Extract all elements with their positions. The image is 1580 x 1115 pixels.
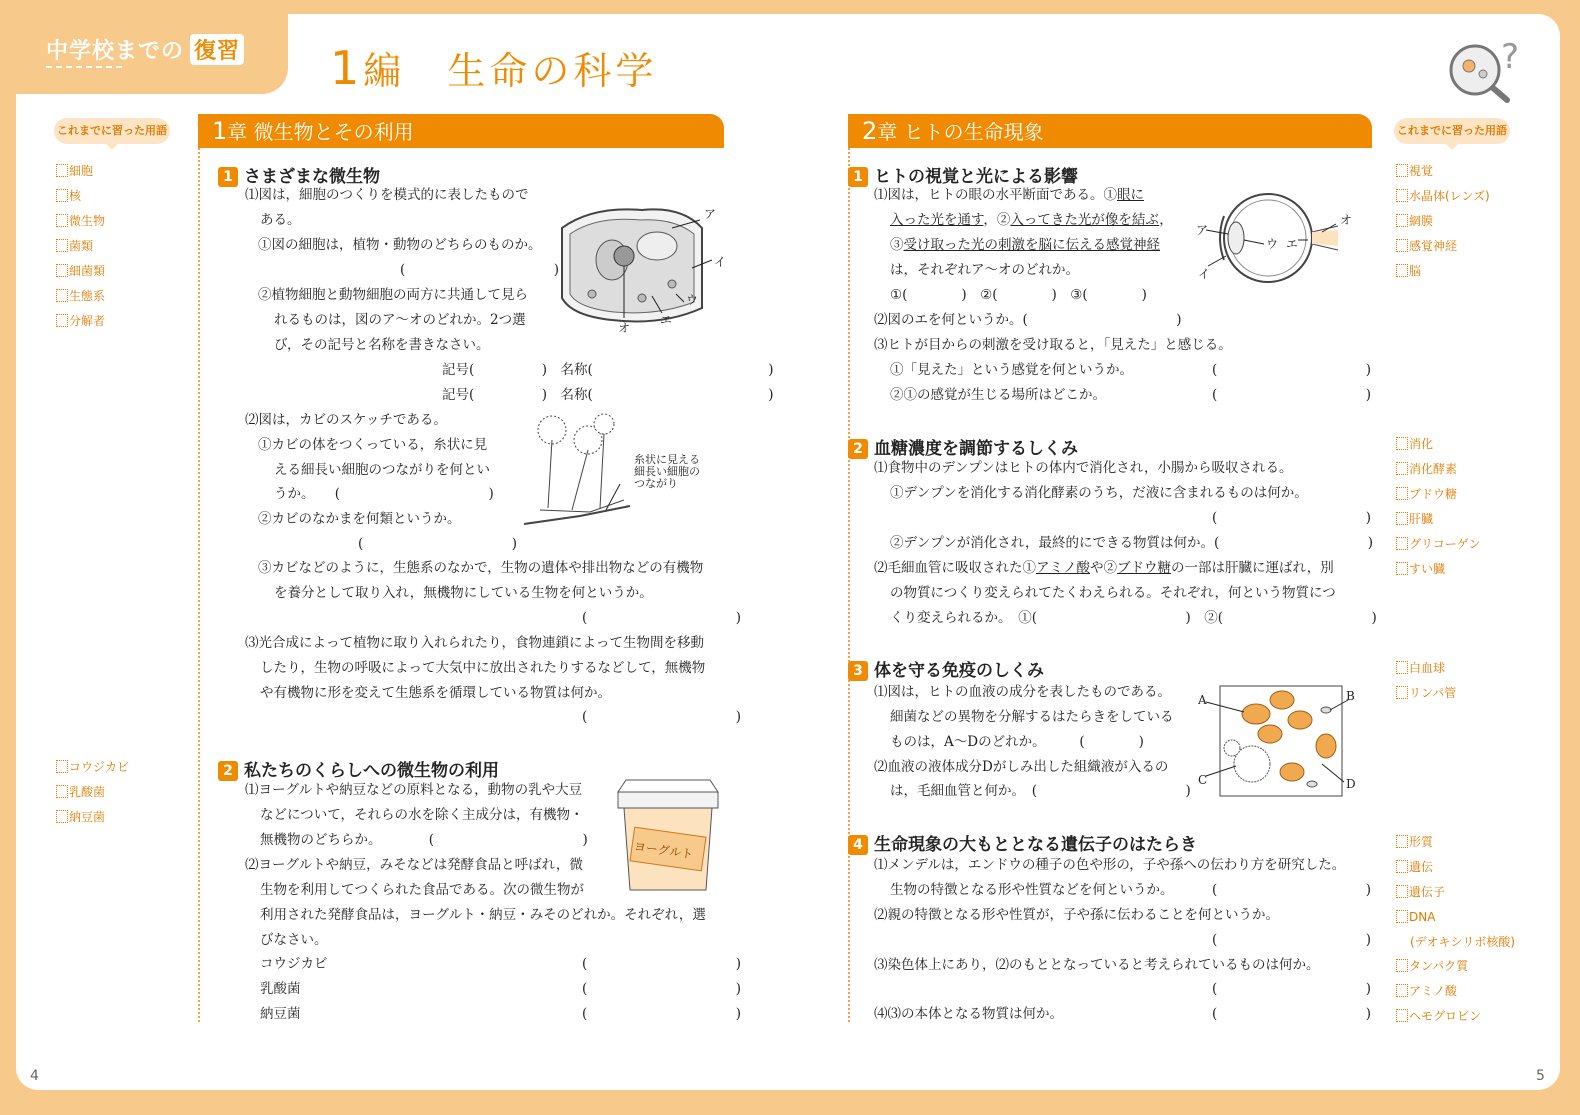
question-text: は，それぞれア～オのどれか。 xyxy=(890,262,1079,278)
answer-blank[interactable]: ( ) xyxy=(582,981,742,997)
blood-diagram xyxy=(1196,684,1360,800)
term-checkbox[interactable]: タンパク質 xyxy=(1396,958,1468,974)
question-text: び，その記号と名称を書きなさい。 xyxy=(274,337,490,353)
question-text: 生物の特徴となる形や性質などを何というか。 xyxy=(890,882,1174,898)
cell-label: ウ xyxy=(686,293,699,307)
eye-label: エ xyxy=(1286,237,1299,251)
question-text: ②植物細胞と動物細胞の両方に共通して見ら xyxy=(258,287,528,303)
question-text: ⑷⑶の本体となる物質は何か。 xyxy=(874,1006,1063,1022)
section-title: 1 ヒトの視覚と光による影響 xyxy=(848,162,1078,187)
term-checkbox[interactable]: 肝臓 xyxy=(1396,511,1433,527)
answer-blank[interactable]: ( ) xyxy=(400,262,560,278)
question-text: 生物を利用してつくられた食品である。次の微生物が xyxy=(260,882,584,898)
mold-annotation: 糸状に見える 細長い細胞の つながり xyxy=(634,453,700,490)
answer-blank[interactable]: ( ) xyxy=(358,536,518,552)
term-checkbox[interactable]: 細胞 xyxy=(56,163,93,179)
question-text: びなさい。 xyxy=(260,932,328,948)
term-checkbox[interactable]: ヘモグロビン xyxy=(1396,1008,1481,1024)
question-text: ⑴図は，ヒトの血液の成分を表したものである。 xyxy=(874,684,1171,700)
question-text: 入った光を通す，②入ってきた光が像を結ぶ， xyxy=(890,212,1173,228)
cell-diagram xyxy=(552,198,730,338)
question-text: 無機物のどちらか。 ( ) xyxy=(260,832,588,848)
question-text: などについて，それらの水を除く主成分は，有機物・ xyxy=(260,807,584,823)
eye-label: ウ xyxy=(1266,237,1279,251)
question-text: ⑵ヨーグルトや納豆，みそなどは発酵食品と呼ばれ，微 xyxy=(245,857,583,873)
question-text: ②デンプンが消化され，最終的にできる物質は何か。( ) xyxy=(890,535,1374,551)
section-title: 4 生命現象の大もととなる遺伝子のはたらき xyxy=(848,830,1197,855)
item-label: コウジカビ xyxy=(260,956,328,972)
answer-blank[interactable]: ( ) xyxy=(1212,387,1372,403)
unit-title: 1編 生命の科学 xyxy=(330,41,658,95)
blood-label: D xyxy=(1346,777,1356,791)
question-text: ②①の感覚が生じる場所はどこか。 xyxy=(890,387,1106,403)
eye-label: イ xyxy=(1198,267,1211,281)
yogurt-label: ヨーグルト xyxy=(633,839,695,862)
question-text: れるものは，図のア～オのどれか。2つ選 xyxy=(274,312,526,328)
term-checkbox[interactable]: 微生物 xyxy=(56,213,105,229)
term-checkbox[interactable]: 遺伝子 xyxy=(1396,884,1445,900)
answer-blank[interactable]: 記号( ) 名称( ) xyxy=(442,387,774,403)
section-title: 3 体を守る免疫のしくみ xyxy=(848,656,1044,681)
question-text: ①図の細胞は，植物・動物のどちらのものか。 xyxy=(258,237,542,253)
term-checkbox[interactable]: 感覚神経 xyxy=(1396,238,1457,254)
answer-blank[interactable]: ( ) xyxy=(582,1006,742,1022)
term-checkbox[interactable]: リンパ管 xyxy=(1396,685,1456,701)
blood-label: C xyxy=(1198,773,1208,787)
term-note: (デオキシリボ核酸) xyxy=(1410,935,1516,949)
question-text: ⑴メンデルは，エンドウの種子の色や形の，子や孫への伝わり方を研究した。 xyxy=(874,857,1346,873)
cell-label: イ xyxy=(714,255,727,269)
term-checkbox[interactable]: ブドウ糖 xyxy=(1396,486,1457,502)
term-checkbox[interactable]: 乳酸菌 xyxy=(56,784,105,800)
question-text: ③カビなどのように，生態系のなかで，生物の遺体や排出物などの有機物 xyxy=(258,560,704,576)
chapter-2-header: 2章 ヒトの生命現象 xyxy=(848,114,1372,148)
answer-blank[interactable]: ( ) xyxy=(1212,981,1372,997)
cell-label: ア xyxy=(704,207,717,221)
question-text: ⑵親の特徴となる形や性質が，子や孫に伝わることを何というか。 xyxy=(874,907,1279,923)
term-checkbox[interactable]: 消化酵素 xyxy=(1396,461,1457,477)
term-checkbox[interactable]: 網膜 xyxy=(1396,213,1433,229)
terms-heading-left: これまでに習った用語 xyxy=(54,118,170,144)
answer-blank[interactable]: ①( ) ②( ) ③( ) xyxy=(890,287,1147,303)
question-text: ⑶光合成によって植物に取り入れられたり，食物連鎖によって生物間を移動 xyxy=(245,635,704,651)
question-text: ⑴図は，細胞のつくりを模式的に表したもので xyxy=(245,187,529,203)
yogurt-cup-illustration xyxy=(614,778,722,896)
eye-label: オ xyxy=(1340,213,1353,227)
answer-blank[interactable]: ( ) xyxy=(1212,1006,1372,1022)
answer-blank[interactable]: ( ) xyxy=(1212,362,1372,378)
term-checkbox[interactable]: コウジカビ xyxy=(56,759,129,775)
question-text: の物質につくり変えられてたくわえられる。それぞれ，何という物質につ xyxy=(890,585,1336,601)
answer-blank[interactable]: ( ) xyxy=(582,709,742,725)
term-checkbox[interactable]: すい臓 xyxy=(1396,561,1445,577)
mold-diagram xyxy=(520,410,638,534)
eye-label: ア xyxy=(1196,223,1209,237)
question-text: ①カビの体をつくっている，糸状に見 xyxy=(258,437,488,453)
question-text: ⑶染色体上にあり，⑵のもととなっていると考えられているものは何か。 xyxy=(874,957,1320,973)
question-text: ⑴図は，ヒトの眼の水平断面である。①眼に xyxy=(874,187,1144,203)
question-text: ②カビのなかまを何類というか。 xyxy=(258,511,461,527)
question-text: を養分として取り入れ，無機物にしている生物を何というか。 xyxy=(274,585,653,601)
item-label: 納豆菌 xyxy=(260,1006,301,1022)
answer-blank[interactable]: ( ) xyxy=(1212,510,1372,526)
question-text: ものは，A～Dのどれか。 ( ) xyxy=(890,734,1144,750)
term-checkbox[interactable]: 遺伝 xyxy=(1396,859,1433,875)
section-title: 1 さまざまな微生物 xyxy=(218,162,380,187)
page-number-left: 4 xyxy=(30,1068,39,1084)
question-text: ⑴ヨーグルトや納豆などの原料となる，動物の乳や大豆 xyxy=(245,782,583,798)
term-checkbox[interactable]: 細菌類 xyxy=(56,263,105,279)
magnifier-icon xyxy=(1445,40,1535,104)
review-label: 中学校までの 復習 xyxy=(46,34,244,65)
term-checkbox[interactable]: 水晶体(レンズ) xyxy=(1396,188,1490,204)
svg-text:?: ? xyxy=(1501,40,1520,77)
question-text: 利用された発酵食品は，ヨーグルト・納豆・みそのどれか。それぞれ，選 xyxy=(260,907,706,923)
term-checkbox[interactable]: アミノ酸 xyxy=(1396,983,1457,999)
review-badge: 復習 xyxy=(190,34,244,65)
term-checkbox[interactable]: 消化 xyxy=(1396,436,1433,452)
question-text: 細菌などの異物を分解するはたらきをしている xyxy=(890,709,1174,725)
item-label: 乳酸菌 xyxy=(260,981,301,997)
section-title: 2 血糖濃度を調節するしくみ xyxy=(848,434,1078,459)
review-underline xyxy=(46,66,122,68)
eye-diagram xyxy=(1188,186,1358,292)
blood-label: B xyxy=(1346,689,1355,703)
answer-blank[interactable]: ( ) xyxy=(582,610,742,626)
blood-label: A xyxy=(1198,693,1207,707)
divider-line xyxy=(198,148,200,1022)
question-text: は，毛細血管と何か。 ( ) xyxy=(890,783,1191,799)
question-text: ⑵図は，カビのスケッチである。 xyxy=(245,412,447,428)
term-checkbox[interactable]: 納豆菌 xyxy=(56,809,105,825)
answer-blank[interactable]: ( ) xyxy=(582,956,742,972)
cell-label: オ xyxy=(618,321,631,335)
question-text: うか。 ( ) xyxy=(274,486,494,502)
term-checkbox[interactable]: 視覚 xyxy=(1396,163,1433,179)
question-text: ⑶ヒトが目からの刺激を受け取ると，「見えた」と感じる。 xyxy=(874,337,1232,353)
terms-heading-right: これまでに習った用語 xyxy=(1394,118,1510,144)
chapter-1-header: 1章 微生物とその利用 xyxy=(198,114,724,148)
term-checkbox[interactable]: 脳 xyxy=(1396,263,1421,279)
term-checkbox[interactable]: 核 xyxy=(56,188,81,204)
term-checkbox[interactable]: DNA xyxy=(1396,909,1435,925)
question-text: える細長い細胞のつながりを何とい xyxy=(274,462,490,478)
question-text: ⑵毛細血管に吸収された①アミノ酸や②ブドウ糖の一部は肝臓に運ばれ，別 xyxy=(874,560,1334,576)
question-text: や有機物に形を変えて生態系を循環している物質は何か。 xyxy=(260,685,611,701)
answer-blank[interactable]: 記号( ) 名称( ) xyxy=(442,362,774,378)
question-text: ある。 xyxy=(260,212,301,228)
question-text: ①「見えた」という感覚を何というか。 xyxy=(890,362,1133,378)
question-text: したり，生物の呼吸によって大気中に放出されたりするなどして，無機物 xyxy=(260,660,706,676)
answer-blank[interactable]: ( ) xyxy=(1212,882,1372,898)
question-text: ⑴食物中のデンプンはヒトの体内で消化され，小腸から吸収される。 xyxy=(874,460,1293,476)
term-checkbox[interactable]: 白血球 xyxy=(1396,660,1445,676)
question-text: ⑵図のエを何というか。( ) xyxy=(874,312,1182,328)
term-checkbox[interactable]: グリコーゲン xyxy=(1396,536,1481,552)
answer-blank[interactable]: ( ) xyxy=(1212,932,1372,948)
section-title: 2 私たちのくらしへの微生物の利用 xyxy=(218,756,499,781)
term-checkbox[interactable]: 分解者 xyxy=(56,313,105,329)
cell-label: エ xyxy=(660,313,673,327)
term-checkbox[interactable]: 形質 xyxy=(1396,834,1433,850)
term-checkbox[interactable]: 菌類 xyxy=(56,238,93,254)
question-text: ⑵血液の液体成分Dがしみ出した組織液が入るの xyxy=(874,759,1169,775)
question-text: ③受け取った光の刺激を脳に伝える感覚神経 xyxy=(890,237,1160,253)
term-checkbox[interactable]: 生態系 xyxy=(56,288,105,304)
divider-line xyxy=(848,148,850,1022)
page-number-right: 5 xyxy=(1536,1068,1545,1084)
question-text: くり変えられるか。 ①( ) ②( ) xyxy=(890,610,1377,626)
question-text: ①デンプンを消化する消化酵素のうち，だ液に含まれるものは何か。 xyxy=(890,485,1308,501)
